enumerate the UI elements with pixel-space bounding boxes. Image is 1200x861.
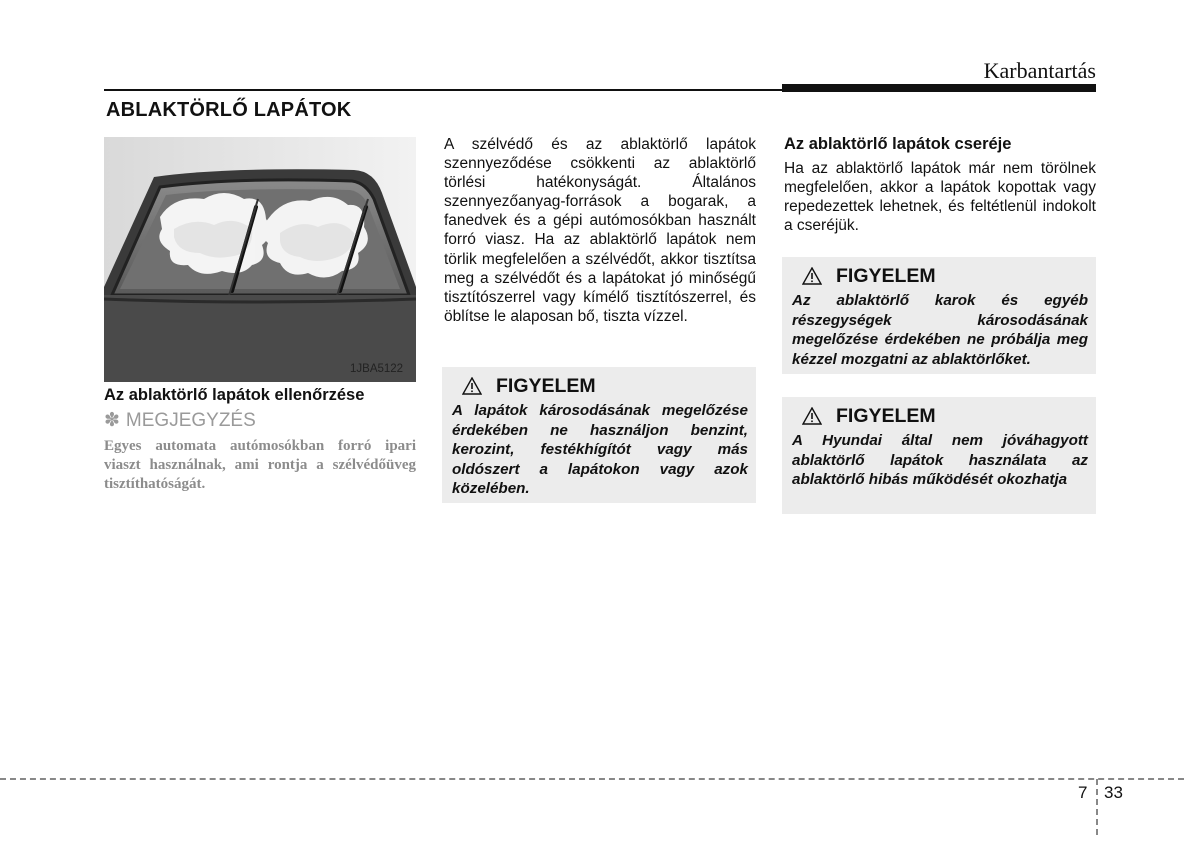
section-title: ABLAKTÖRLŐ LAPÁTOK — [106, 99, 352, 121]
warning-box-approved-blades — [782, 397, 1096, 514]
header-rule-bold — [782, 84, 1096, 92]
warning-title: FIGYELEM — [836, 404, 936, 427]
running-header-title: Karbantartás — [983, 58, 1096, 83]
inspect-heading: Az ablaktörlő lapátok ellenőrzése — [104, 386, 365, 404]
replace-paragraph: Ha az ablaktörlő lapátok már nem törölnek megfelelően, akkor a lapátok kopottak vagy repedezettek lehetnek, és feltétlenül indokolt a cseréjük. — [784, 160, 1096, 235]
note-star-icon: ✽ — [104, 410, 120, 431]
footer-dashed-rule — [0, 778, 1184, 780]
page-number: 33 — [1104, 783, 1123, 802]
replace-heading: Az ablaktörlő lapátok cseréje — [784, 135, 1012, 153]
windshield-wiper-illustration — [104, 137, 416, 382]
windshield-figure — [104, 137, 416, 382]
note-heading — [104, 409, 256, 432]
warning-box-solvents — [442, 367, 756, 503]
warning-title: FIGYELEM — [836, 264, 936, 287]
cleaning-paragraph: A szélvédő és az ablaktörlő lapátok szennyeződése csökkenti az ablaktörlő törlési hatékonyságát. Általános szennyezőanyag-források a bogarak, a fanedvek és a gépi autómosókban használt forró viasz. Ha az ablaktörlő lapátok nem törlik megfelelően a szélvédőt, akkor tisztítsa meg a szélvédőt és a lapátokat jó minőségű tisztítószerrel vagy kímélő tisztítószerrel, és öblítse le alaposan bő, tiszta vízzel. — [444, 136, 756, 325]
note-text: Egyes automata autómosókban forró ipari viaszt használnak, ami rontja a szélvédőüveg tisztíthatóságát. — [104, 438, 416, 492]
warning-text: A lapátok károsodásának megelőzése érdekében ne használjon benzint, kerozint, festékhígítót vagy más oldószert a lapátokon vagy azok közelében. — [452, 402, 748, 498]
warning-triangle-icon — [802, 267, 822, 285]
warning-title: FIGYELEM — [496, 374, 596, 397]
warning-box-wiper-arms — [782, 257, 1096, 374]
warning-text: Az ablaktörlő karok és egyéb részegységek károsodásának megelőzése érdekében ne próbálja meg kézzel mozgatni az ablaktörlőket. — [792, 292, 1088, 368]
warning-text: A Hyundai által nem jóváhagyott ablaktörlő lapátok használata az ablaktörlő hibás működését okozhatja — [792, 432, 1088, 489]
chapter-number: 7 — [1078, 783, 1088, 802]
footer-dashed-divider — [1096, 779, 1098, 835]
note-title: MEGJEGYZÉS — [125, 410, 256, 431]
warning-triangle-icon — [802, 407, 822, 425]
warning-triangle-icon — [462, 377, 482, 395]
header-rule — [104, 89, 784, 91]
figure-code: 1JBA5122 — [350, 363, 404, 375]
